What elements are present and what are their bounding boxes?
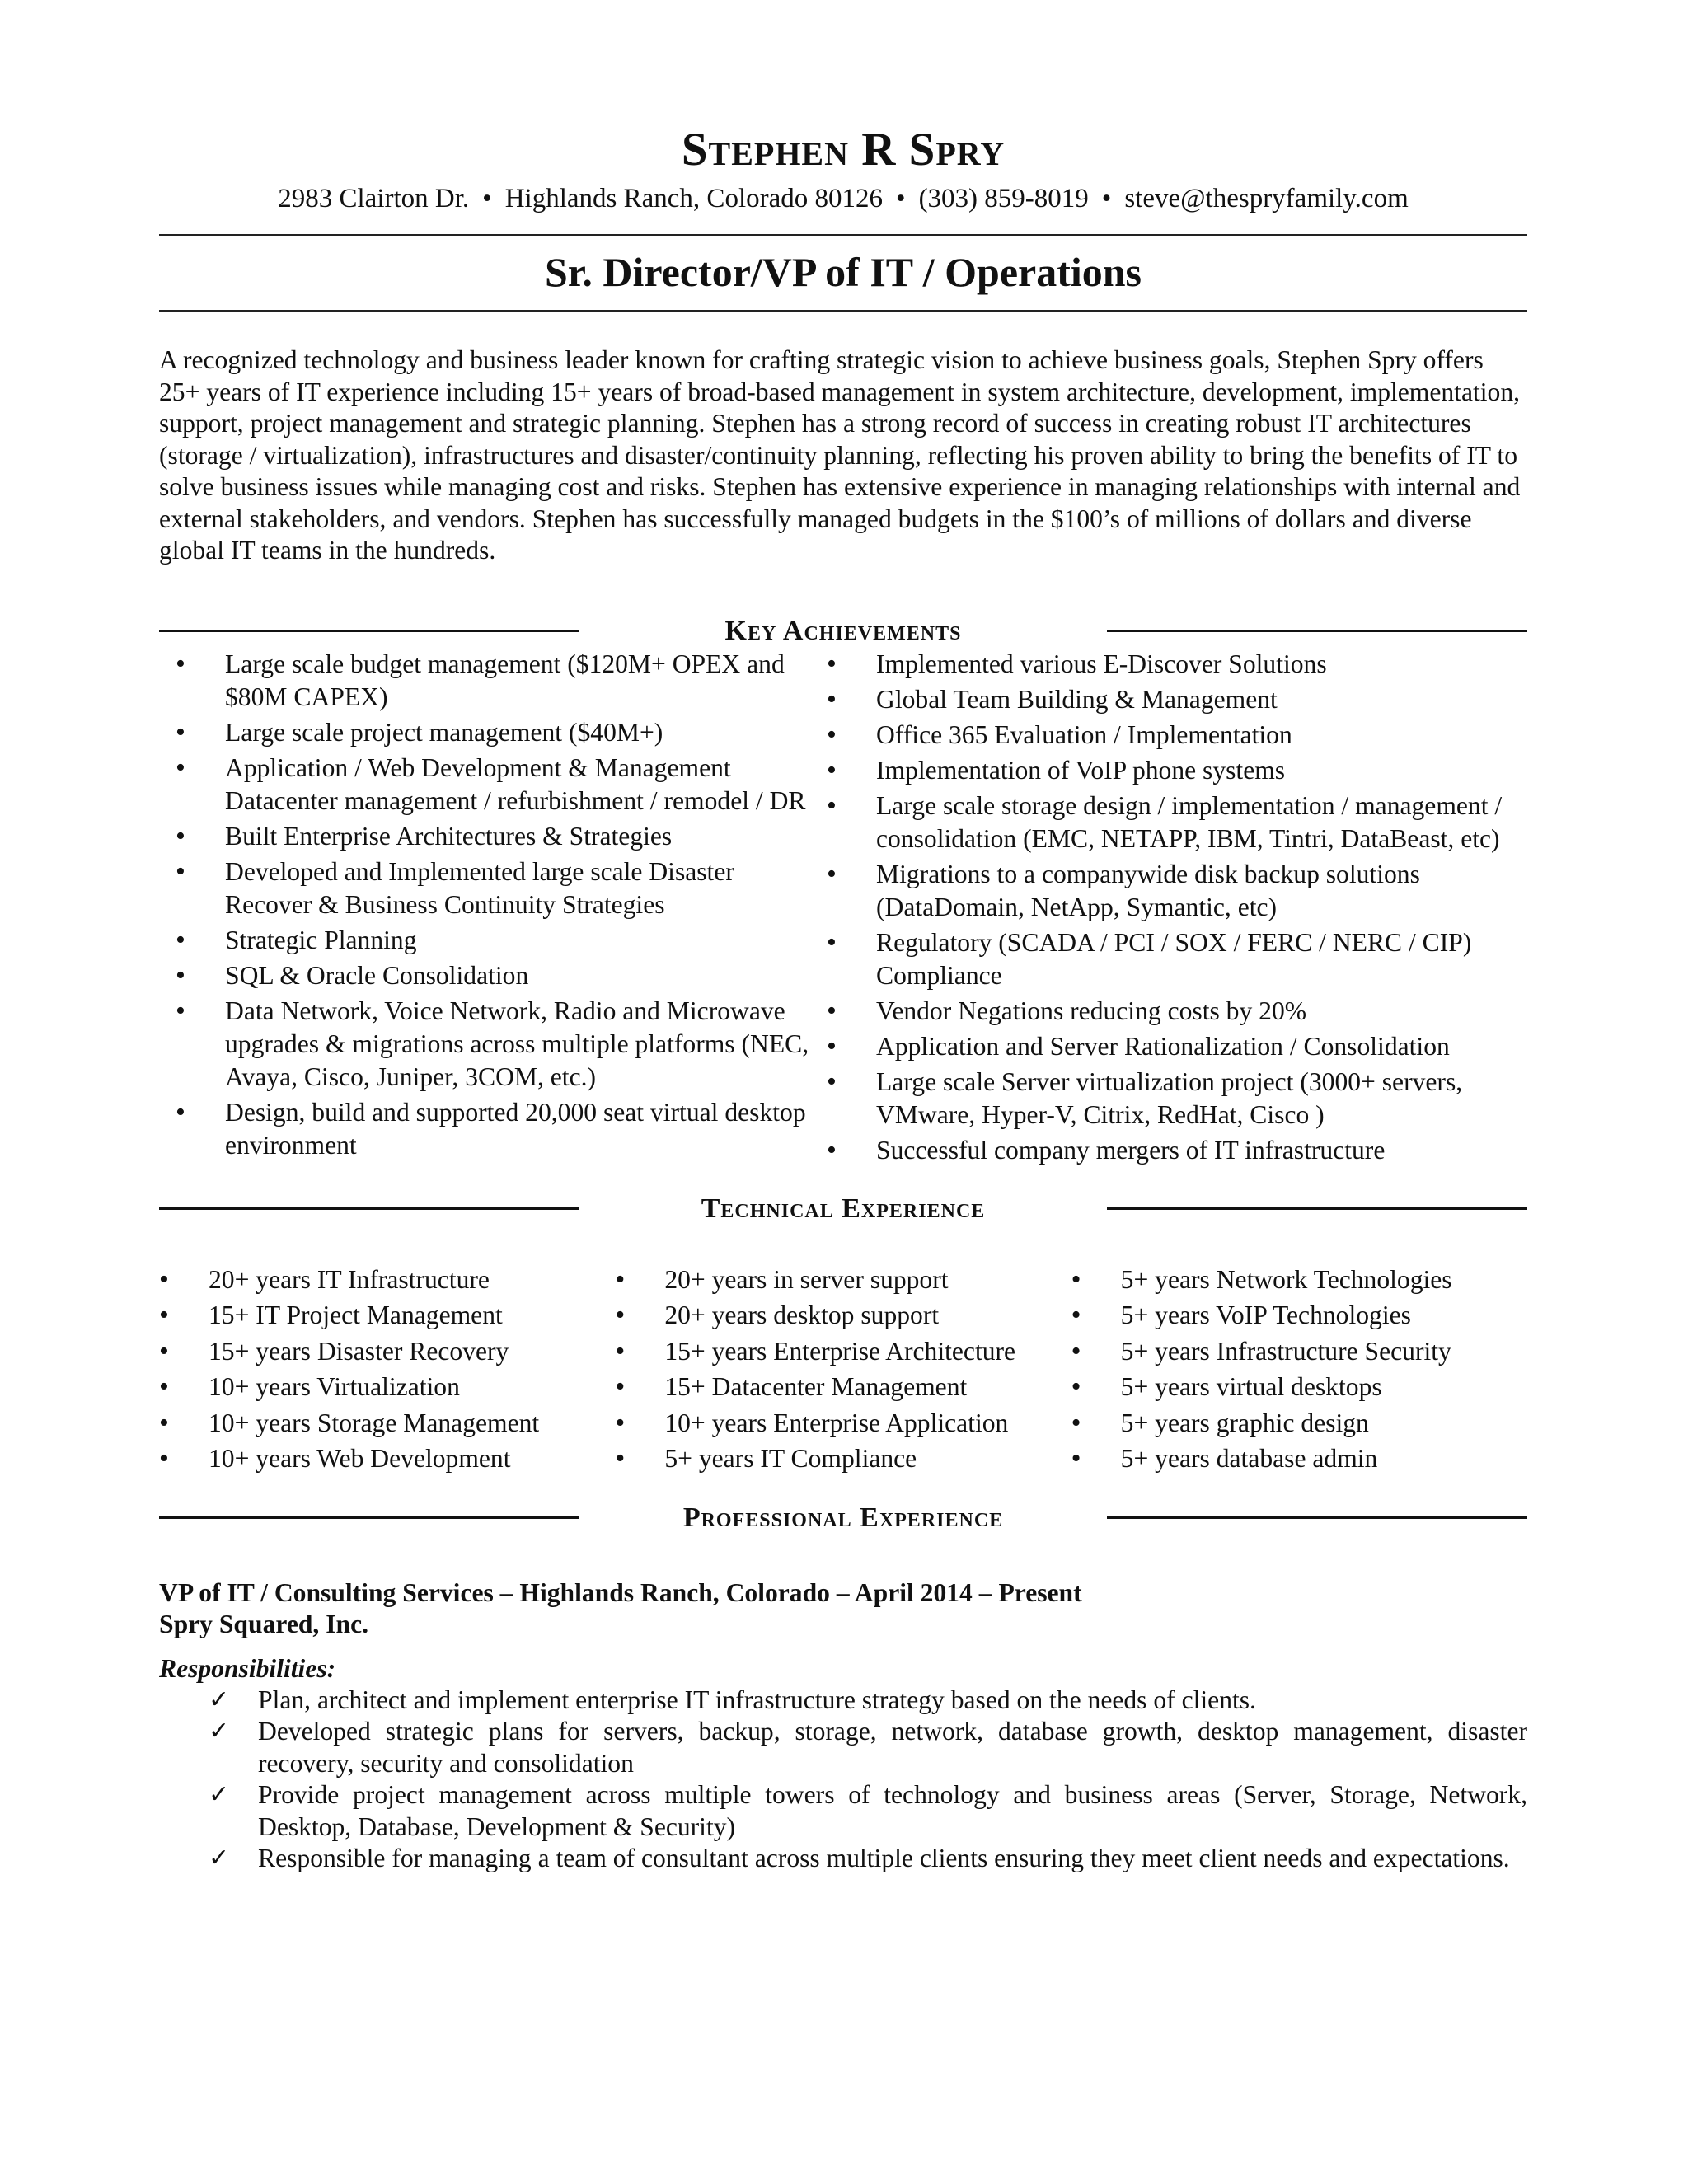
checklist-item: ✓ Developed strategic plans for servers, backup, storage, network, database growth, desktop management, disaster recovery, security and consolidation bbox=[159, 1716, 1527, 1779]
checklist-item: ✓ Provide project management across multiple towers of technology and business areas (Server, Storage, Network, Desktop, Database, Development & Security) bbox=[159, 1779, 1527, 1843]
responsibilities-label: Responsibilities: bbox=[159, 1653, 336, 1683]
responsibilities-list bbox=[159, 1685, 1527, 1875]
job-company: Spry Squared, Inc. bbox=[159, 1609, 368, 1638]
list-item: • 15+ IT Project Management bbox=[159, 1297, 615, 1333]
phone: (303) 859-8019 bbox=[918, 184, 1089, 213]
divider bbox=[1107, 1516, 1527, 1519]
achievements-left-column bbox=[159, 648, 818, 1169]
divider bbox=[1107, 1207, 1527, 1210]
divider bbox=[159, 1516, 579, 1519]
list-item: • 5+ years graphic design bbox=[1071, 1405, 1527, 1441]
list-item: • Vendor Negations reducing costs by 20% bbox=[818, 995, 1527, 1028]
resume-page bbox=[159, 124, 1527, 1875]
divider bbox=[159, 630, 579, 632]
list-item: • Developed and Implemented large scale Disaster Recover & Business Continuity Strategies bbox=[159, 855, 818, 921]
list-item: • Strategic Planning bbox=[159, 924, 818, 957]
list-item: • Built Enterprise Architectures & Strategies bbox=[159, 820, 818, 853]
list-item: • 10+ years Storage Management bbox=[159, 1405, 615, 1441]
technical-experience-list bbox=[159, 1262, 1527, 1477]
list-item: • Implemented various E-Discover Solutions bbox=[818, 648, 1527, 681]
list-item: • 10+ years Web Development bbox=[159, 1441, 615, 1477]
checklist-item: ✓ Plan, architect and implement enterprise IT infrastructure strategy based on the needs of clients. bbox=[159, 1685, 1527, 1717]
section-header-achievements bbox=[159, 615, 1527, 648]
list-item: • Global Team Building & Management bbox=[818, 683, 1527, 716]
headline: Sr. Director/VP of IT / Operations bbox=[544, 249, 1142, 295]
list-item: • Design, build and supported 20,000 seat virtual desktop environment bbox=[159, 1096, 818, 1162]
separator-dot: • bbox=[482, 184, 492, 213]
email: steve@thespryfamily.com bbox=[1124, 184, 1409, 213]
list-item: • 5+ years VoIP Technologies bbox=[1071, 1297, 1527, 1333]
list-item: • Large scale Server virtualization project (3000+ servers, VMware, Hyper-V, Citrix, RedHat, Cisco ) bbox=[818, 1066, 1527, 1132]
separator-dot: • bbox=[896, 184, 906, 213]
section-title: Key Achievements bbox=[724, 615, 962, 646]
divider bbox=[1107, 630, 1527, 632]
list-item: • 5+ years database admin bbox=[1071, 1441, 1527, 1477]
technical-column-2 bbox=[615, 1262, 1071, 1477]
section-title: Technical Experience bbox=[701, 1193, 986, 1224]
list-item: • SQL & Oracle Consolidation bbox=[159, 959, 818, 992]
list-item: • Office 365 Evaluation / Implementation bbox=[818, 719, 1527, 752]
list-item: • Large scale budget management ($120M+ OPEX and $80M CAPEX) bbox=[159, 648, 818, 714]
separator-dot: • bbox=[1101, 184, 1112, 213]
list-item: • 15+ years Disaster Recovery bbox=[159, 1333, 615, 1370]
contact-line bbox=[159, 181, 1527, 216]
list-item: • Migrations to a companywide disk backup solutions (DataDomain, NetApp, Symantic, etc) bbox=[818, 858, 1527, 924]
checklist-item: ✓ Responsible for managing a team of consultant across multiple clients ensuring they meet client needs and expectations. bbox=[159, 1843, 1527, 1875]
list-item: • 5+ years Infrastructure Security bbox=[1071, 1333, 1527, 1370]
section-header-technical bbox=[159, 1193, 1527, 1226]
summary: A recognized technology and business leader known for crafting strategic vision to achieve business goals, Stephen Spry offers 25+ years of IT experience including 15+ years of broad-based management in system architecture, development, implementation, support, project management and strategic planning. Stephen has a strong record of success in creating robust IT architectures (storage / virtualization), infrastructures and disaster/continuity planning, reflecting his proven ability to bring the benefits of IT to solve business issues while managing cost and risks. Stephen has extensive experience in managing relationships with internal and external stakeholders, and vendors. Stephen has successfully managed budgets in the $100’s of millions of dollars and diverse global IT teams in the hundreds. bbox=[159, 345, 1521, 565]
list-item: • 5+ years virtual desktops bbox=[1071, 1369, 1527, 1405]
list-item: • 15+ Datacenter Management bbox=[615, 1369, 1071, 1405]
list-item: • Large scale storage design / implementation / management / consolidation (EMC, NETAPP, IBM, Tintri, DataBeast, etc) bbox=[818, 790, 1527, 855]
list-item: • 20+ years IT Infrastructure bbox=[159, 1262, 615, 1298]
address: 2983 Clairton Dr. bbox=[278, 184, 470, 213]
list-item: • 20+ years in server support bbox=[615, 1262, 1071, 1298]
list-item: • 10+ years Virtualization bbox=[159, 1369, 615, 1405]
list-item: • Application and Server Rationalization / Consolidation bbox=[818, 1030, 1527, 1063]
technical-column-1 bbox=[159, 1262, 615, 1477]
list-item: • 10+ years Enterprise Application bbox=[615, 1405, 1071, 1441]
job-entry bbox=[159, 1577, 1527, 1875]
list-item: • 5+ years Network Technologies bbox=[1071, 1262, 1527, 1298]
technical-column-3 bbox=[1071, 1262, 1527, 1477]
list-item: • 5+ years IT Compliance bbox=[615, 1441, 1071, 1477]
achievements-right-column bbox=[818, 648, 1527, 1169]
job-title: VP of IT / Consulting Services – Highlands Ranch, Colorado – April 2014 – Present bbox=[159, 1577, 1082, 1607]
divider bbox=[159, 234, 1527, 236]
divider bbox=[159, 1207, 579, 1210]
list-item: • Large scale project management ($40M+) bbox=[159, 716, 818, 749]
list-item: • Regulatory (SCADA / PCI / SOX / FERC / NERC / CIP) Compliance bbox=[818, 926, 1527, 992]
section-title: Professional Experience bbox=[682, 1502, 1004, 1533]
divider bbox=[159, 310, 1527, 312]
list-item: • Successful company mergers of IT infrastructure bbox=[818, 1134, 1527, 1167]
list-item: • Implementation of VoIP phone systems bbox=[818, 754, 1527, 787]
list-item: • 15+ years Enterprise Architecture bbox=[615, 1333, 1071, 1370]
city: Highlands Ranch, Colorado 80126 bbox=[504, 184, 883, 213]
achievements-list bbox=[159, 648, 1527, 1169]
candidate-name: Stephen R Spry bbox=[681, 124, 1006, 176]
list-item: • Data Network, Voice Network, Radio and Microwave upgrades & migrations across multiple platforms (NEC, Avaya, Cisco, Juniper, 3COM, etc.) bbox=[159, 995, 818, 1094]
list-item: • 20+ years desktop support bbox=[615, 1297, 1071, 1333]
section-header-professional bbox=[159, 1502, 1527, 1535]
list-item: • Application / Web Development & Management Datacenter management / refurbishment / remodel / DR bbox=[159, 752, 818, 818]
